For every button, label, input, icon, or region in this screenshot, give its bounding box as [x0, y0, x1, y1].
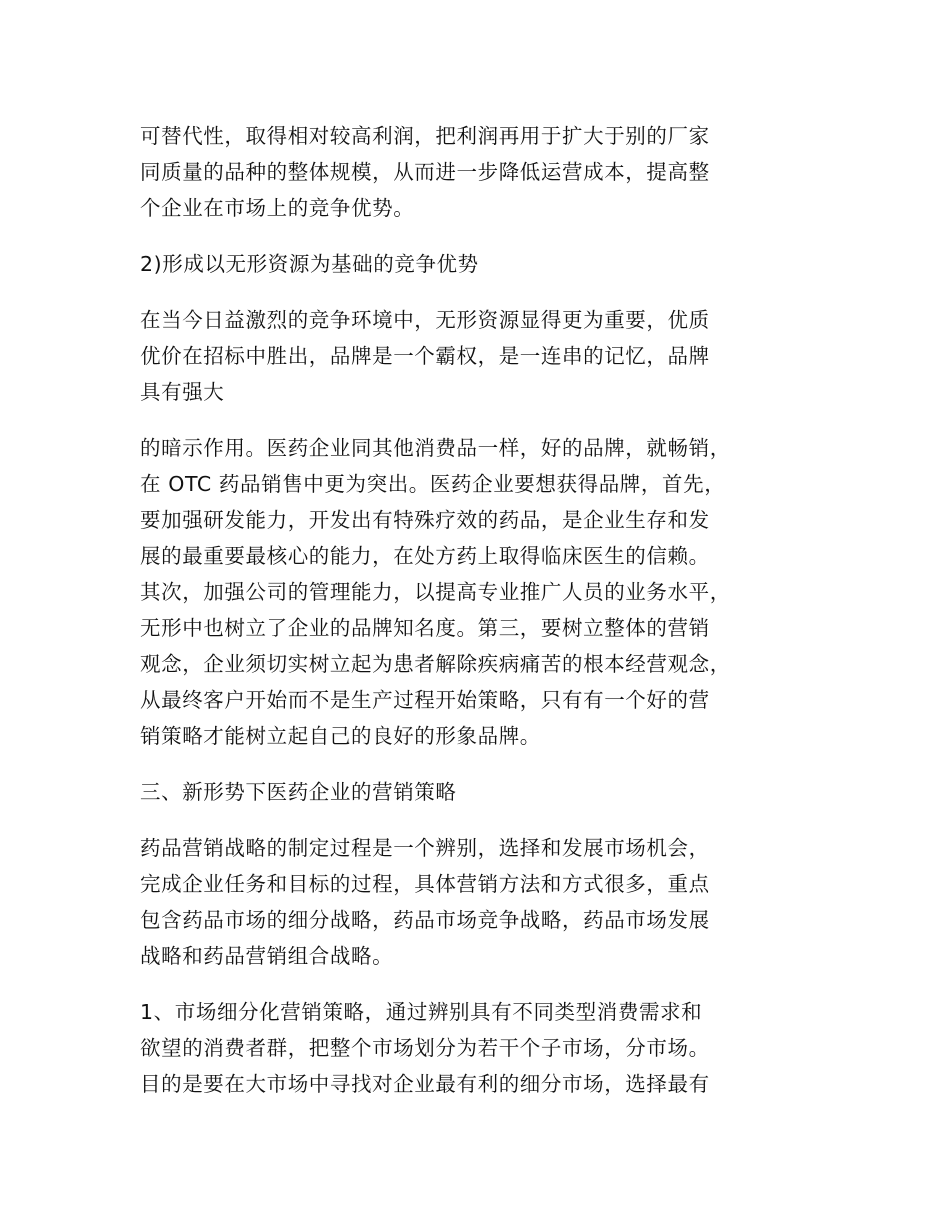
text-line: 具有强大 [140, 380, 225, 404]
text-line: 无形中也树立了企业的品牌知名度。第三，要树立整体的营销 [140, 616, 710, 640]
text-line: 1、市场细分化营销策略，通过辨别具有不同类型消费需求和 [140, 1000, 703, 1024]
text-line: 同质量的品种的整体规模，从而进一步降低运营成本，提高整 [140, 160, 710, 184]
text-line: 在 OTC 药品销售中更为突出。医药企业要想获得品牌，首先， [140, 472, 726, 496]
text-line: 优价在招标中胜出，品牌是一个霸权，是一连串的记忆，品牌 [140, 344, 710, 368]
paragraph [140, 830, 820, 974]
text-line: 展的最重要最核心的能力，在处方药上取得临床医生的信赖。 [140, 544, 710, 568]
text-line: 其次，加强公司的管理能力，以提高专业推广人员的业务水平， [140, 580, 731, 604]
paragraph [140, 994, 820, 1102]
text-line: 在当今日益激烈的竞争环境中，无形资源显得更为重要，优质 [140, 308, 710, 332]
text-line: 可替代性，取得相对较高利润，把利润再用于扩大于别的厂家 [140, 124, 710, 148]
heading-text: 三、新形势下医药企业的营销策略 [140, 780, 457, 804]
text-line: 目的是要在大市场中寻找对企业最有利的细分市场，选择最有 [140, 1072, 710, 1096]
text-line: 完成企业任务和目标的过程，具体营销方法和方式很多，重点 [140, 872, 710, 896]
text-line: 战略和药品营销组合战略。 [140, 944, 394, 968]
text-line: 药品营销战略的制定过程是一个辨别，选择和发展市场机会， [140, 836, 710, 860]
text-line: 从最终客户开始而不是生产过程开始策略，只有有一个好的营 [140, 688, 710, 712]
document-body [140, 118, 820, 1102]
text-line: 包含药品市场的细分战略，药品市场竞争战略，药品市场发展 [140, 908, 710, 932]
heading-text: 2)形成以无形资源为基础的竞争优势 [140, 252, 479, 276]
text-line: 欲望的消费者群，把整个市场划分为若干个子市场，分市场。 [140, 1036, 710, 1060]
section-heading [140, 774, 820, 810]
paragraph [140, 430, 820, 754]
paragraph [140, 302, 820, 410]
section-heading [140, 246, 820, 282]
text-line: 要加强研发能力，开发出有特殊疗效的药品，是企业生存和发 [140, 508, 710, 532]
text-line: 的暗示作用。医药企业同其他消费品一样，好的品牌，就畅销， [140, 436, 731, 460]
paragraph [140, 118, 820, 226]
text-line: 销策略才能树立起自己的良好的形象品牌。 [140, 724, 541, 748]
text-line: 观念，企业须切实树立起为患者解除疾病痛苦的根本经营观念， [140, 652, 731, 676]
text-line: 个企业在市场上的竞争优势。 [140, 196, 415, 220]
